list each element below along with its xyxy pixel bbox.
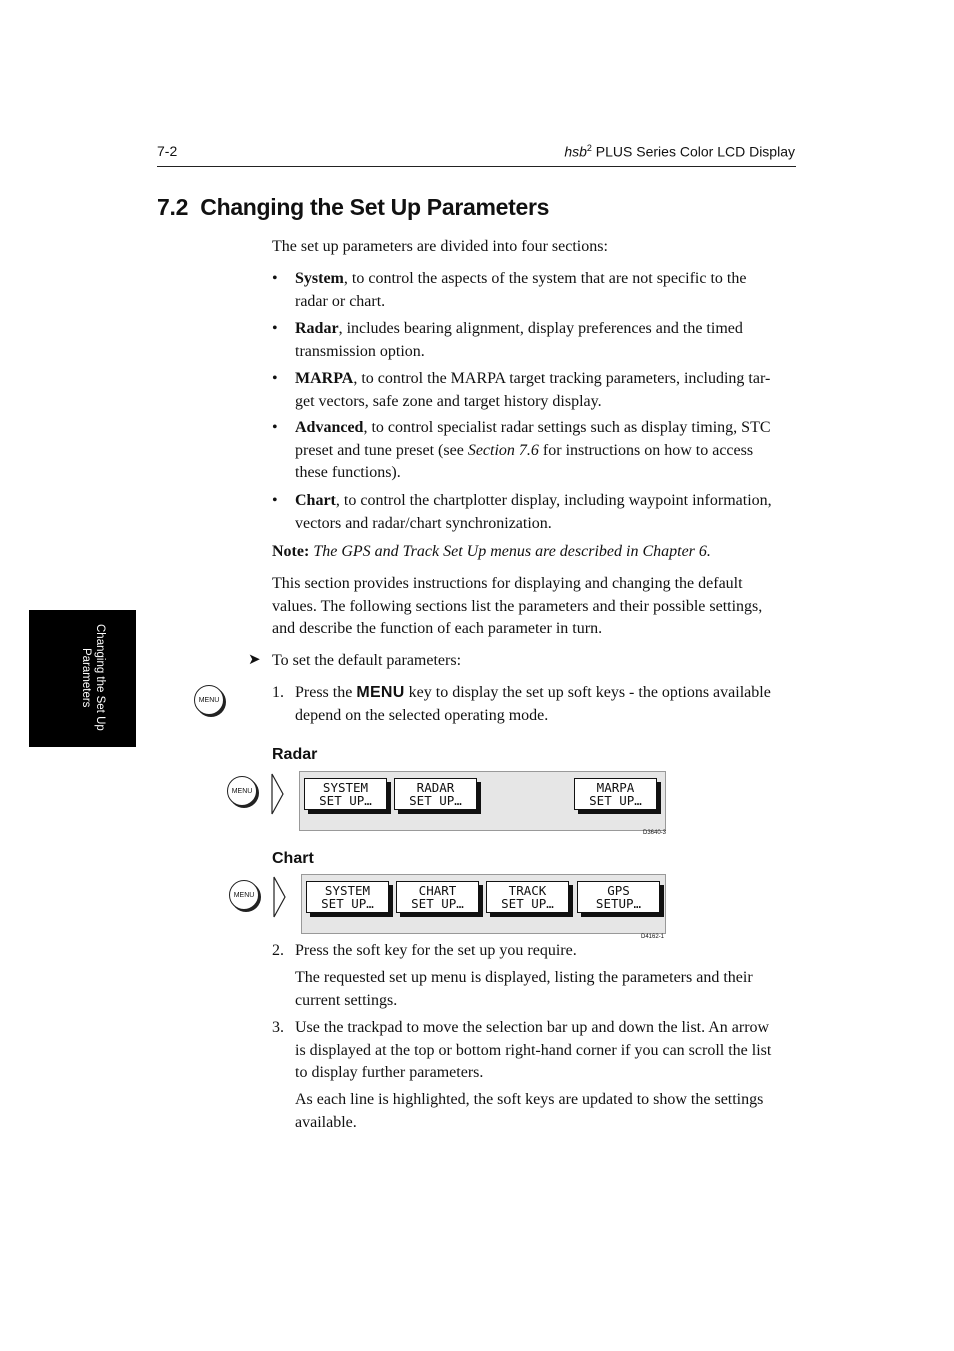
softkey-system-setup[interactable]: SYSTEM SET UP… xyxy=(306,881,389,913)
note-text: The GPS and Track Set Up menus are described in Chapter 6. xyxy=(309,543,711,560)
softkey-track-setup[interactable]: TRACK SET UP… xyxy=(486,881,569,913)
procedure-heading: To set the default parameters: xyxy=(272,652,462,669)
radar-subheading: Radar xyxy=(272,746,318,763)
header-rule xyxy=(157,166,796,167)
brand-superscript: 2 xyxy=(586,143,592,153)
softkey-chart-setup[interactable]: CHART SET UP… xyxy=(396,881,479,913)
paragraph-defaults: This section provides instructions for displaying and changing the default values. The following sections list the parameters and their possible settings, and describe the function of each parameter in turn. xyxy=(272,575,763,637)
note xyxy=(272,541,798,564)
intro-text: The set up parameters are divided into four sections: xyxy=(272,238,608,255)
menu-key-icon: MENU xyxy=(229,880,259,910)
arrow-right-icon xyxy=(271,773,285,815)
page-number: 7-2 xyxy=(157,143,178,159)
note-label: Note: xyxy=(272,543,310,560)
side-tab-label: Changing the Set Up Parameters xyxy=(80,624,106,731)
softkey-marpa-setup[interactable]: MARPA SET UP… xyxy=(574,778,657,810)
brand: hsb xyxy=(564,143,587,160)
procedure-arrow-icon: ➤ xyxy=(248,652,261,668)
radar-softkey-panel xyxy=(299,771,666,831)
chart-subheading: Chart xyxy=(272,850,314,867)
section-heading: 7.2 Changing the Set Up Parameters xyxy=(157,194,550,220)
softkey-system-setup[interactable]: SYSTEM SET UP… xyxy=(304,778,387,810)
radar-figure-code: D3640-3 xyxy=(643,830,667,836)
running-header-title: PLUS Series Color LCD Display xyxy=(591,143,795,160)
chart-softkey-panel xyxy=(301,874,666,934)
menu-key-label: MENU xyxy=(356,684,405,701)
menu-key-icon: MENU xyxy=(194,685,224,715)
softkey-radar-setup[interactable]: RADAR SET UP… xyxy=(394,778,477,810)
chapter-side-tab xyxy=(29,610,136,747)
softkey-gps-setup[interactable]: GPS SETUP… xyxy=(577,881,660,913)
chart-figure-code: D4162-1 xyxy=(641,934,665,940)
menu-key-icon: MENU xyxy=(227,776,257,806)
arrow-right-icon xyxy=(273,876,287,918)
running-header xyxy=(564,143,795,160)
